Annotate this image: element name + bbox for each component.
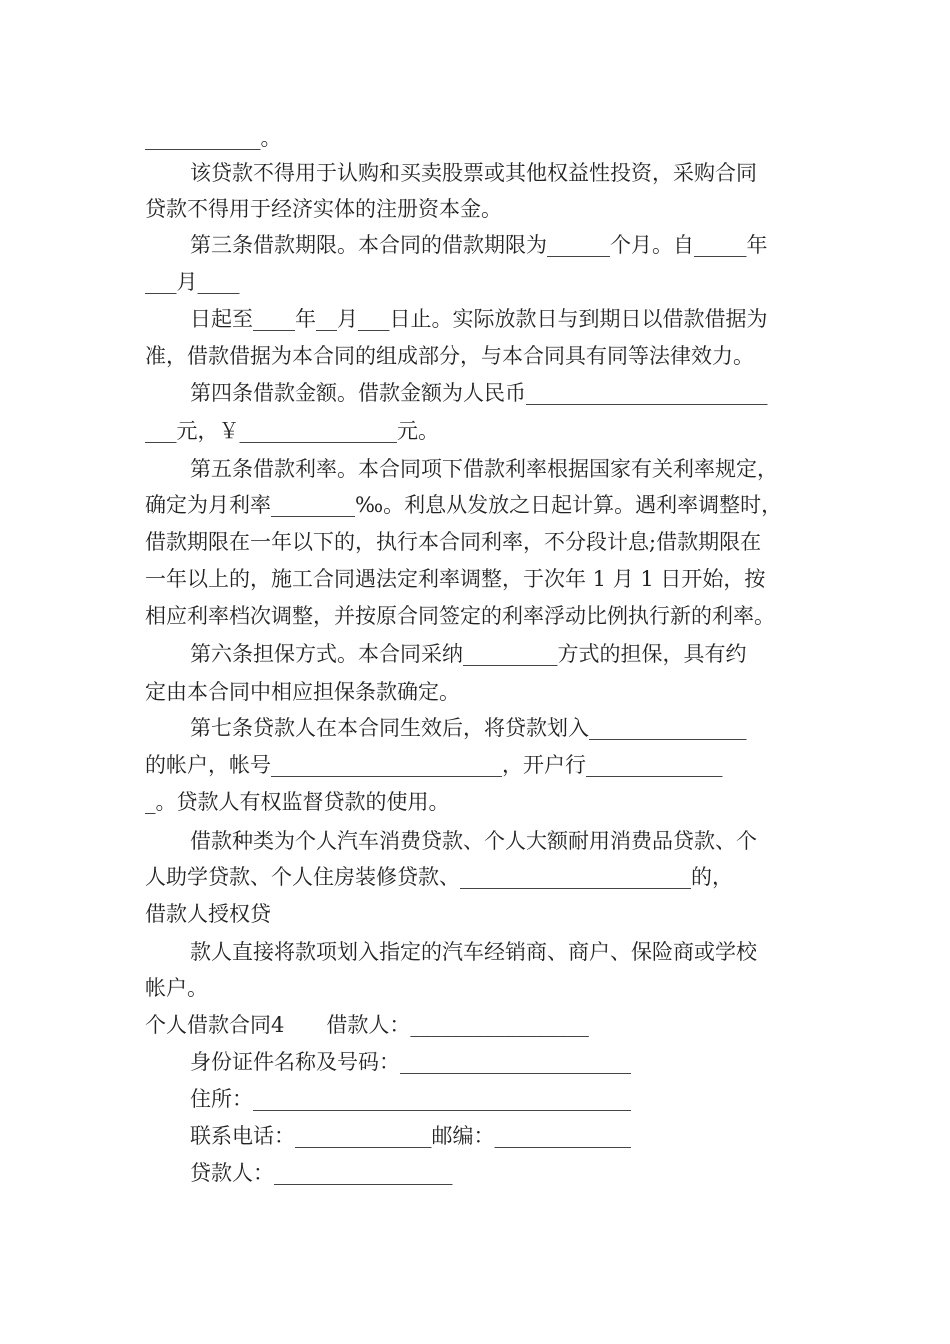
text-line: 第七条贷款人在本合同生效后，将贷款划入_______________ xyxy=(190,716,747,740)
text-line: 该贷款不得用于认购和买卖股票或其他权益性投资，采购合同 xyxy=(190,161,757,185)
text-line: 的帐户，帐号______________________，开户行_____________ xyxy=(145,753,723,777)
text-line: ___元，￥_______________元。 xyxy=(145,419,439,443)
text-line: _。贷款人有权监督贷款的使用。 xyxy=(145,790,450,814)
text-line: 贷款不得用于经济实体的注册资本金。 xyxy=(145,197,502,221)
text-line: 第五条借款利率。本合同项下借款利率根据国家有关利率规定， xyxy=(190,457,778,481)
text-line: 借款种类为个人汽车消费贷款、个人大额耐用消费品贷款、个 xyxy=(190,829,757,853)
text-line: 确定为月利率________‰。利息从发放之日起计算。遇利率调整时， xyxy=(145,493,783,517)
text-line: 借款人授权贷 xyxy=(145,902,271,926)
text-line: 日起至____年__月___日止。实际放款日与到期日以借款借据为 xyxy=(190,307,768,331)
text-line: ___月____ xyxy=(145,270,240,294)
text-line: 定由本合同中相应担保条款确定。 xyxy=(145,680,460,704)
text-line: 第四条借款金额。借款金额为人民币_______________________ xyxy=(190,381,768,405)
text-line: 款人直接将款项划入指定的汽车经销商、商户、保险商或学校 xyxy=(190,940,757,964)
text-line: 帐户。 xyxy=(145,976,208,1000)
text-line: 住所：____________________________________ xyxy=(190,1087,631,1111)
text-line: 个人借款合同4 借款人：_________________ xyxy=(145,1013,589,1037)
text-line: ___________。 xyxy=(145,126,282,150)
text-line: 身份证件名称及号码：______________________ xyxy=(190,1050,631,1074)
text-line: 一年以上的，施工合同遇法定利率调整，于次年 1 月 1 日开始，按 xyxy=(145,567,766,591)
text-line: 第六条担保方式。本合同采纳_________方式的担保，具有约 xyxy=(190,642,747,666)
text-line: 准，借款借据为本合同的组成部分，与本合同具有同等法律效力。 xyxy=(145,344,754,368)
text-line: 贷款人：_________________ xyxy=(190,1161,453,1185)
text-line: 人助学贷款、个人住房装修贷款、______________________的， xyxy=(145,865,733,889)
text-line: 借款期限在一年以下的，执行本合同利率，不分段计息;借款期限在 xyxy=(145,530,762,554)
text-line: 联系电话：_____________邮编：_____________ xyxy=(190,1124,631,1148)
text-line: 第三条借款期限。本合同的借款期限为______个月。自_____年 xyxy=(190,233,768,257)
text-line: 相应利率档次调整，并按原合同签定的利率浮动比例执行新的利率。 xyxy=(145,604,775,628)
